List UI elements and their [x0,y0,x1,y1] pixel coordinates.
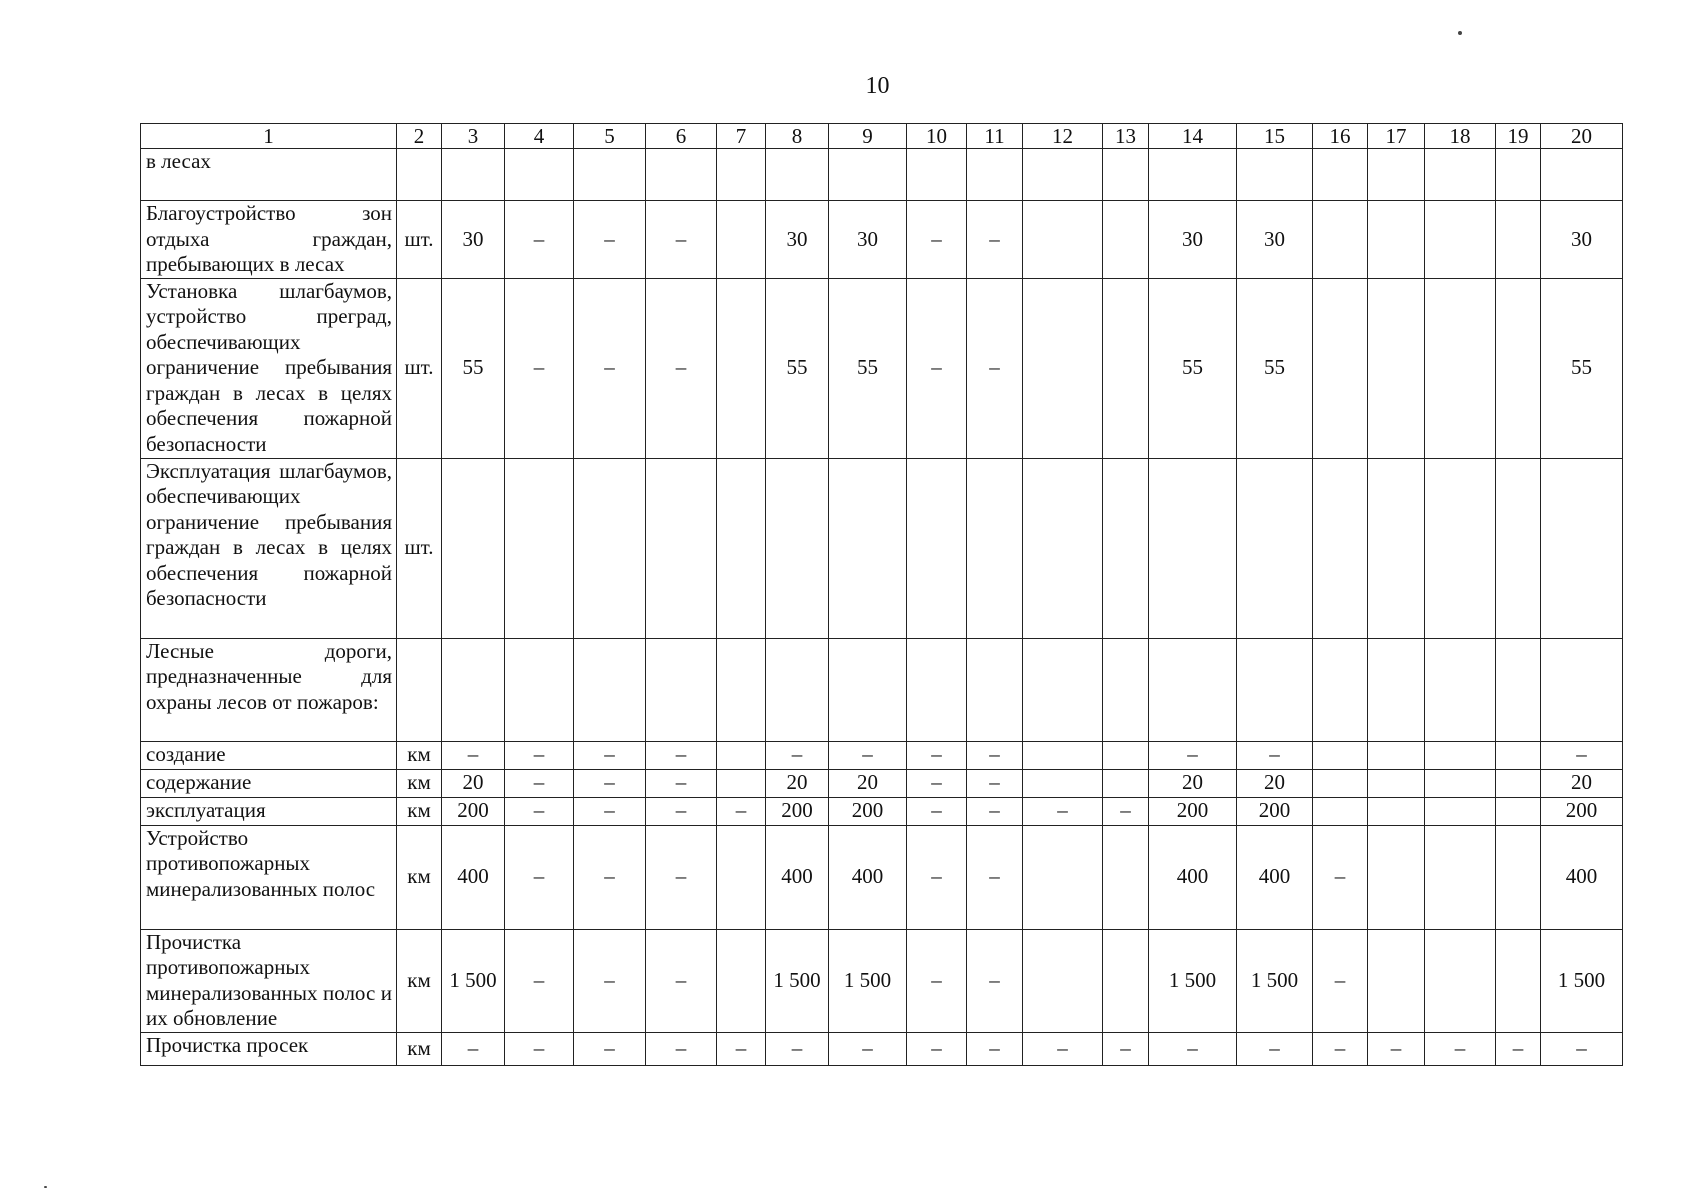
column-number: 9 [829,124,907,149]
value-cell [1425,149,1496,201]
value-cell [646,149,717,201]
value-cell [717,149,766,201]
value-cell [1149,149,1237,201]
row-label: Прочистка просек [141,1032,397,1065]
value-cell: – [646,769,717,797]
row-label: Прочистка противопожарных минерализованных полос и их обновление [141,929,397,1032]
value-cell [1103,638,1149,741]
value-cell: – [574,797,646,825]
value-cell: – [442,1032,505,1065]
value-cell: 200 [1149,797,1237,825]
value-cell [1496,741,1541,769]
value-cell [1313,769,1368,797]
value-cell: – [829,741,907,769]
value-cell: 200 [1541,797,1623,825]
value-cell [1103,825,1149,929]
value-cell [505,638,574,741]
value-cell: – [646,741,717,769]
value-cell: – [1103,1032,1149,1065]
column-number: 16 [1313,124,1368,149]
value-cell: – [505,1032,574,1065]
value-cell: 55 [1237,278,1313,458]
value-cell: – [1023,1032,1103,1065]
value-cell: – [907,1032,967,1065]
column-number: 1 [141,124,397,149]
table-row [141,1032,1623,1065]
value-cell: – [1368,1032,1425,1065]
value-cell: 1 500 [1149,929,1237,1032]
value-cell: – [1313,825,1368,929]
row-label: содержание [141,769,397,797]
unit-cell [397,638,442,741]
column-number: 18 [1425,124,1496,149]
value-cell [442,638,505,741]
value-cell [1368,149,1425,201]
row-label: эксплуатация [141,797,397,825]
value-cell: – [574,201,646,279]
value-cell: – [505,929,574,1032]
value-cell [442,458,505,638]
value-cell: 400 [1541,825,1623,929]
value-cell [1023,149,1103,201]
table-row [141,638,1623,741]
value-cell [1425,201,1496,279]
value-cell [766,458,829,638]
value-cell [829,149,907,201]
column-number-row [141,124,1623,149]
column-number: 8 [766,124,829,149]
value-cell [1237,458,1313,638]
column-number: 20 [1541,124,1623,149]
value-cell: – [646,201,717,279]
table-row [141,278,1623,458]
unit-cell: км [397,797,442,825]
unit-cell: шт. [397,201,442,279]
value-cell: 55 [1541,278,1623,458]
value-cell: – [505,278,574,458]
value-cell: – [967,929,1023,1032]
value-cell [907,458,967,638]
value-cell: – [907,201,967,279]
value-cell: – [1313,929,1368,1032]
value-cell: – [967,797,1023,825]
column-number: 7 [717,124,766,149]
value-cell [1023,278,1103,458]
value-cell [1425,278,1496,458]
value-cell [646,458,717,638]
column-number: 3 [442,124,505,149]
row-label: Устройство противопожарных минерализованных полос [141,825,397,929]
value-cell: – [829,1032,907,1065]
value-cell [907,638,967,741]
column-number: 5 [574,124,646,149]
value-cell [1313,458,1368,638]
value-cell: – [967,825,1023,929]
value-cell [717,769,766,797]
column-number: 6 [646,124,717,149]
value-cell [1425,929,1496,1032]
scan-speck [1458,31,1462,35]
unit-cell: шт. [397,458,442,638]
row-label: в лесах [141,149,397,201]
column-number: 11 [967,124,1023,149]
column-number: 17 [1368,124,1425,149]
column-number: 2 [397,124,442,149]
value-cell [1496,149,1541,201]
value-cell: – [1103,797,1149,825]
scan-speck [44,1186,47,1188]
value-cell [574,458,646,638]
value-cell: – [967,1032,1023,1065]
value-cell [1368,638,1425,741]
table-body [141,124,1623,1066]
value-cell [1237,149,1313,201]
value-cell: 200 [442,797,505,825]
value-cell: – [1237,741,1313,769]
value-cell: 55 [1149,278,1237,458]
value-cell: 1 500 [1237,929,1313,1032]
column-number: 4 [505,124,574,149]
unit-cell: км [397,741,442,769]
value-cell: – [1541,1032,1623,1065]
value-cell: – [505,797,574,825]
value-cell [1149,458,1237,638]
unit-cell: км [397,1032,442,1065]
value-cell [766,638,829,741]
value-cell: – [574,825,646,929]
value-cell [1023,638,1103,741]
value-cell [1103,929,1149,1032]
value-cell: 400 [766,825,829,929]
unit-cell: км [397,929,442,1032]
value-cell: – [766,1032,829,1065]
data-table [140,123,1623,1066]
column-number: 19 [1496,124,1541,149]
value-cell [1023,825,1103,929]
value-cell [1368,929,1425,1032]
value-cell: – [505,825,574,929]
value-cell [1023,201,1103,279]
value-cell [1425,825,1496,929]
column-number: 14 [1149,124,1237,149]
value-cell [574,638,646,741]
value-cell: 200 [766,797,829,825]
value-cell [505,149,574,201]
table-row [141,741,1623,769]
value-cell: – [907,769,967,797]
value-cell [717,825,766,929]
value-cell [1496,638,1541,741]
value-cell [1313,797,1368,825]
value-cell: – [505,201,574,279]
value-cell: – [574,1032,646,1065]
value-cell [1425,797,1496,825]
value-cell: – [574,741,646,769]
value-cell: 55 [766,278,829,458]
value-cell [1103,149,1149,201]
value-cell [1149,638,1237,741]
value-cell [1103,201,1149,279]
table-row [141,201,1623,279]
value-cell: 400 [1149,825,1237,929]
value-cell [1425,769,1496,797]
value-cell [766,149,829,201]
value-cell: 400 [1237,825,1313,929]
value-cell [1541,149,1623,201]
value-cell [1313,201,1368,279]
value-cell [1103,278,1149,458]
row-label: создание [141,741,397,769]
value-cell: 1 500 [829,929,907,1032]
value-cell [1368,825,1425,929]
row-label: Лесные дороги, предназначенные для охраны лесов от пожаров: [141,638,397,741]
value-cell: 30 [766,201,829,279]
value-cell [1496,825,1541,929]
value-cell: – [967,278,1023,458]
value-cell [1368,458,1425,638]
value-cell [1103,458,1149,638]
value-cell: – [442,741,505,769]
value-cell: – [1313,1032,1368,1065]
value-cell [717,638,766,741]
value-cell: – [505,769,574,797]
value-cell [1496,458,1541,638]
value-cell [1103,769,1149,797]
value-cell [717,929,766,1032]
value-cell [1103,741,1149,769]
value-cell: – [967,769,1023,797]
unit-cell: км [397,769,442,797]
value-cell: – [1541,741,1623,769]
value-cell [1023,769,1103,797]
value-cell [1313,278,1368,458]
value-cell [1496,769,1541,797]
value-cell: 1 500 [766,929,829,1032]
value-cell [1023,929,1103,1032]
value-cell: – [1425,1032,1496,1065]
value-cell: – [646,929,717,1032]
value-cell [1541,458,1623,638]
value-cell [442,149,505,201]
value-cell: – [1149,741,1237,769]
value-cell [1425,638,1496,741]
value-cell: 200 [1237,797,1313,825]
row-label: Установка шлагбаумов, устройство преград, обеспечивающих ограничение пребывания граждан в лесах в целях обеспечения пожарной безопасности [141,278,397,458]
value-cell [1541,638,1623,741]
value-cell: 55 [442,278,505,458]
unit-cell: км [397,825,442,929]
value-cell [717,201,766,279]
row-label: Благоустройство зон отдыха граждан, пребывающих в лесах [141,201,397,279]
value-cell: – [646,825,717,929]
value-cell: 400 [829,825,907,929]
value-cell: – [1237,1032,1313,1065]
value-cell: 30 [1149,201,1237,279]
value-cell: – [574,278,646,458]
row-label: Эксплуатация шлагбаумов, обеспечивающих ограничение пребывания граждан в лесах в целях обеспечения пожарной безопасности [141,458,397,638]
value-cell [1496,278,1541,458]
column-number: 10 [907,124,967,149]
value-cell [1368,769,1425,797]
value-cell: – [646,797,717,825]
value-cell [1313,149,1368,201]
value-cell [717,741,766,769]
column-number: 13 [1103,124,1149,149]
unit-cell [397,149,442,201]
value-cell: – [907,797,967,825]
value-cell [967,638,1023,741]
value-cell [1237,638,1313,741]
value-cell: – [574,929,646,1032]
table-row [141,929,1623,1032]
value-cell [1023,741,1103,769]
value-cell: 400 [442,825,505,929]
value-cell: – [766,741,829,769]
value-cell [1496,929,1541,1032]
value-cell: – [907,825,967,929]
value-cell: – [717,797,766,825]
value-cell [505,458,574,638]
value-cell: – [646,1032,717,1065]
value-cell [1313,638,1368,741]
value-cell [1368,741,1425,769]
page-number: 10 [865,73,890,99]
value-cell [1368,201,1425,279]
column-number: 15 [1237,124,1313,149]
value-cell [967,458,1023,638]
value-cell: – [505,741,574,769]
value-cell: 20 [442,769,505,797]
value-cell: – [907,929,967,1032]
value-cell [646,638,717,741]
value-cell: – [717,1032,766,1065]
value-cell: 20 [1541,769,1623,797]
value-cell: 20 [1149,769,1237,797]
value-cell: – [967,741,1023,769]
value-cell [829,458,907,638]
value-cell [829,638,907,741]
value-cell: 1 500 [1541,929,1623,1032]
value-cell: 30 [829,201,907,279]
value-cell: – [907,278,967,458]
value-cell [717,458,766,638]
value-cell: 20 [1237,769,1313,797]
value-cell [967,149,1023,201]
value-cell: – [574,769,646,797]
value-cell [1368,797,1425,825]
table-row [141,149,1623,201]
value-cell [1023,458,1103,638]
table-row [141,769,1623,797]
value-cell [717,278,766,458]
table-row [141,458,1623,638]
value-cell: – [646,278,717,458]
value-cell: 30 [442,201,505,279]
value-cell [1313,741,1368,769]
table-row [141,825,1623,929]
value-cell [574,149,646,201]
table-row [141,797,1623,825]
unit-cell: шт. [397,278,442,458]
value-cell [1425,741,1496,769]
value-cell: 30 [1541,201,1623,279]
value-cell: 200 [829,797,907,825]
value-cell [1496,797,1541,825]
value-cell: – [1149,1032,1237,1065]
value-cell [1425,458,1496,638]
value-cell [1368,278,1425,458]
value-cell: 1 500 [442,929,505,1032]
value-cell [1496,201,1541,279]
value-cell: 55 [829,278,907,458]
value-cell: – [1496,1032,1541,1065]
column-number: 12 [1023,124,1103,149]
value-cell: 20 [829,769,907,797]
value-cell [907,149,967,201]
value-cell: – [907,741,967,769]
value-cell: 20 [766,769,829,797]
value-cell: 30 [1237,201,1313,279]
value-cell: – [1023,797,1103,825]
value-cell: – [967,201,1023,279]
